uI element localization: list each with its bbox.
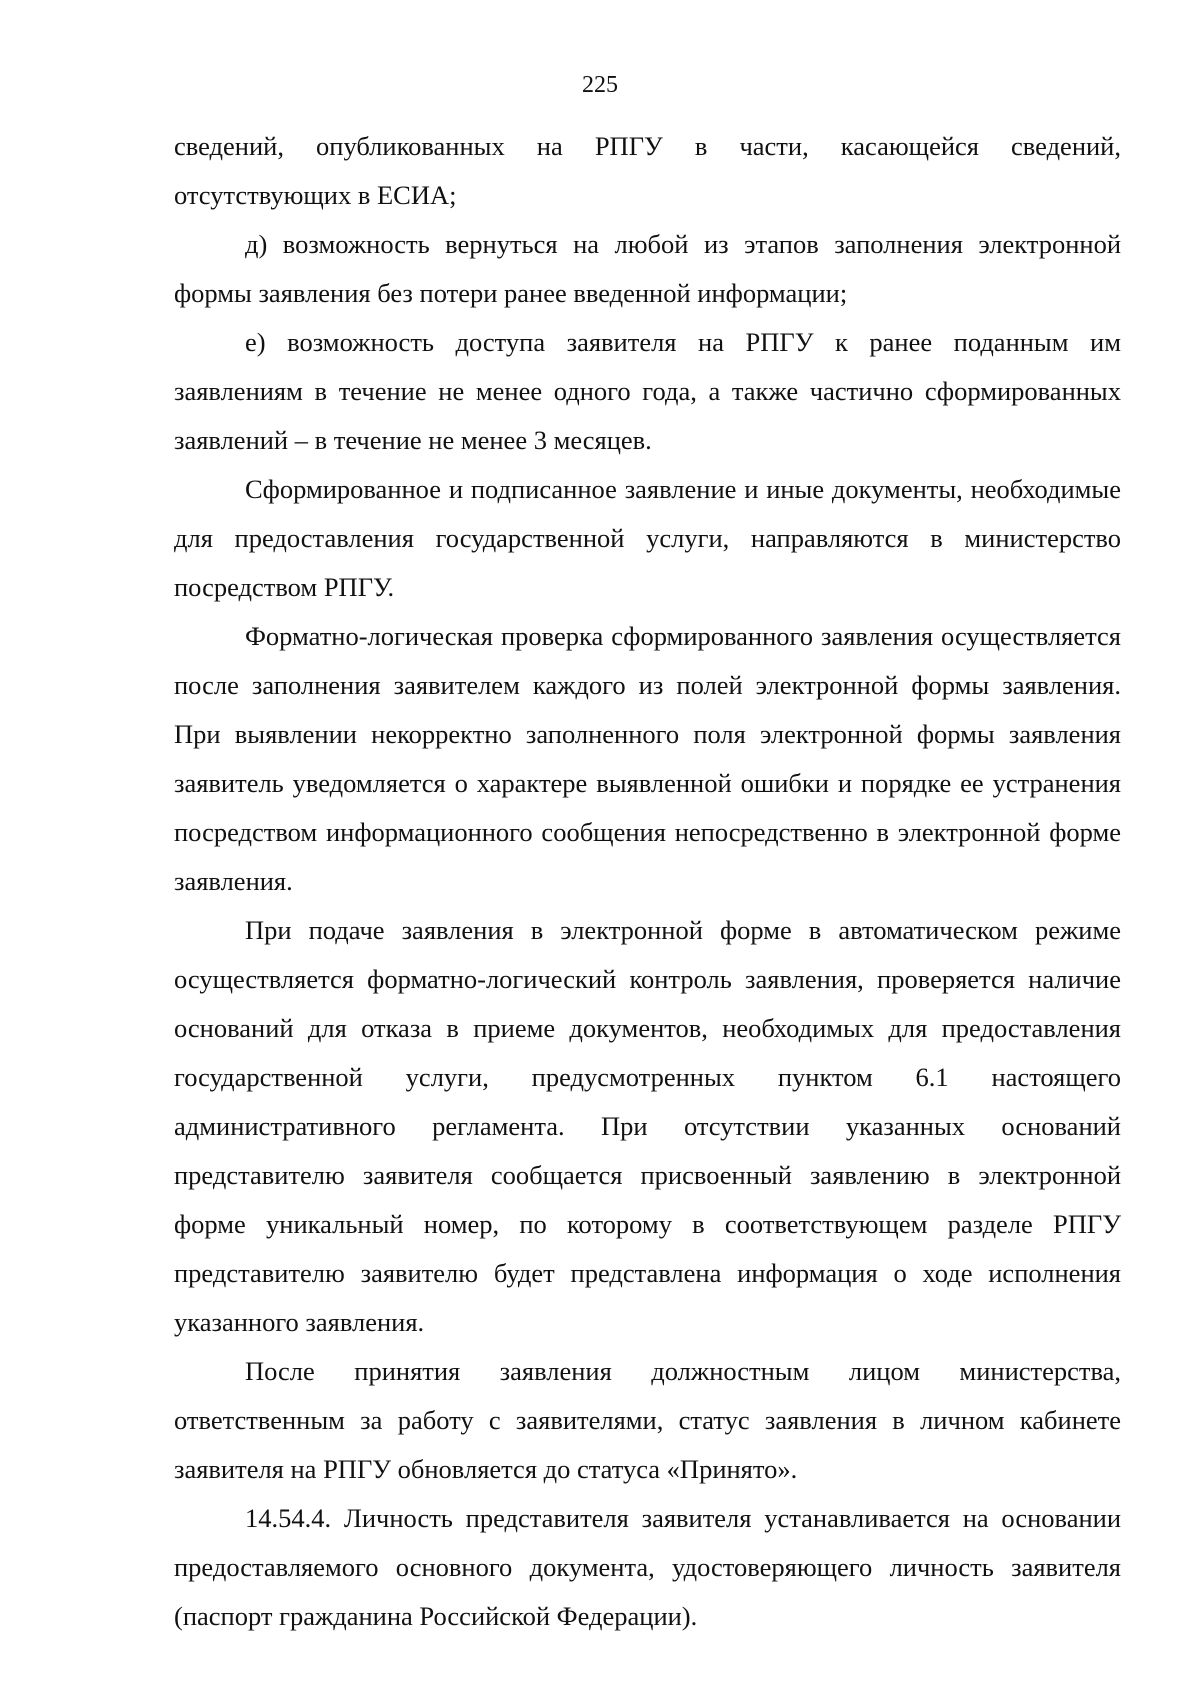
paragraph-status-accepted: После принятия заявления должностным лицом министерства, ответственным за работу с заявителями, статус заявления в личном кабинете заявителя на РПГУ обновляется до статуса «Принято». — [174, 1356, 1121, 1484]
document-body — [174, 122, 1121, 1641]
page-number: 225 — [582, 72, 618, 98]
paragraph-auto-control: При подаче заявления в электронной форме в автоматическом режиме осуществляется форматно-логический контроль заявления, проверяется наличие оснований для отказа в приеме документов, необходимых для предоставления государственной услуги, предусмотренных пунктом 6.1 настоящего административного регламента. При отсутствии указанных оснований представителю заявителя сообщается присвоенный заявлению в электронной форме уникальный номер, по которому в соответствующем разделе РПГУ представителю заявителю будет представлена информация о ходе исполнения указанного заявления. — [174, 915, 1121, 1337]
paragraph-item-d: д) возможность вернуться на любой из этапов заполнения электронной формы заявления без потери ранее введенной информации; — [174, 229, 1121, 308]
paragraph-submission: Сформированное и подписанное заявление и иные документы, необходимые для предоставления государственной услуги, направляются в министерство посредством РПГУ. — [174, 474, 1121, 602]
paragraph-format-check: Форматно-логическая проверка сформированного заявления осуществляется после заполнения заявителем каждого из полей электронной формы заявления. При выявлении некорректно заполненного поля электронной формы заявления заявитель уведомляется о характере выявленной ошибки и порядке ее устранения посредством информационного сообщения непосредственно в электронной форме заявления. — [174, 621, 1121, 896]
paragraph-continuation: сведений, опубликованных на РПГУ в части, касающейся сведений, отсутствующих в ЕСИА; — [174, 131, 1121, 210]
paragraph-section-14-54-4: 14.54.4. Личность представителя заявителя устанавливается на основании предоставляемого основного документа, удостоверяющего личность заявителя (паспорт гражданина Российской Федерации). — [174, 1503, 1121, 1631]
paragraph-item-e: е) возможность доступа заявителя на РПГУ к ранее поданным им заявлениям в течение не менее одного года, а также частично сформированных заявлений – в течение не менее 3 месяцев. — [174, 327, 1121, 455]
